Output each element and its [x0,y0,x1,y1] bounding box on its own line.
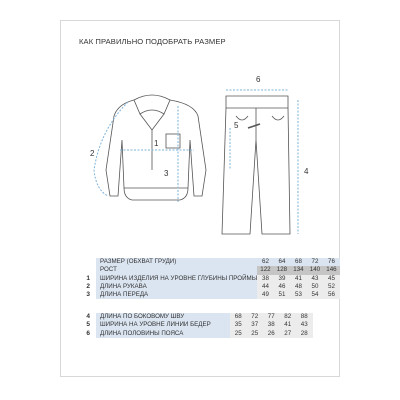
row-cell: 45 [323,275,340,283]
row-cell: 77 [263,313,280,321]
height-cell: 134 [290,266,307,274]
table-row [80,321,313,329]
row-cell: 38 [263,321,280,329]
size-cell: 64 [274,258,291,266]
table-row [80,291,340,299]
row-label: ШИРИНА НА УРОВНЕ ЛИНИИ БЕДЕР [96,321,230,329]
row-number: 6 [86,329,90,337]
row-cell: 52 [323,283,340,291]
row-number: 2 [86,282,90,290]
row-cell: 35 [230,321,247,329]
size-table-top [80,258,340,299]
row-cell: 26 [263,330,280,338]
row-cell: 25 [230,330,247,338]
row-cell: 27 [280,330,297,338]
row-cell: 28 [296,330,313,338]
row-cell: 72 [247,313,264,321]
label-4: 4 [304,167,309,176]
row-number: 3 [86,291,90,299]
size-cell: 68 [290,258,307,266]
row-label: ДЛИНА РУКАВА [96,283,257,291]
row-cell: 82 [280,313,297,321]
row-cell: 37 [247,321,264,329]
label-5: 5 [234,121,239,130]
row-cell: 54 [307,291,324,299]
pants-drawing [222,96,290,234]
table-row [80,313,313,321]
size-cell: 76 [323,258,340,266]
table-row [80,330,313,338]
label-3: 3 [164,169,169,178]
row-number: 5 [86,321,90,329]
size-header-row [80,258,340,266]
label-1: 1 [154,139,159,148]
row-label: ДЛИНА ПОЛОВИНЫ ПОЯСА [96,330,230,338]
row-label: ДЛИНА ПО БОКОВОМУ ШВУ [96,313,230,321]
row-label: ДЛИНА ПЕРЕДА [96,291,257,299]
row-cell: 49 [257,291,274,299]
height-cell: 128 [274,266,291,274]
row-cell: 38 [257,275,274,283]
row-cell: 43 [296,321,313,329]
size-header-label: РАЗМЕР (ОБХВАТ ГРУДИ) [96,258,257,266]
row-cell: 25 [247,330,264,338]
height-label: РОСТ [96,266,257,274]
row-cell: 50 [307,283,324,291]
label-2: 2 [90,149,95,158]
row-cell: 41 [290,275,307,283]
row-cell: 51 [274,291,291,299]
row-label: ШИРИНА ИЗДЕЛИЯ НА УРОВНЕ ГЛУБИНЫ ПРОЙМЫ [96,275,257,283]
row-cell: 44 [257,283,274,291]
row-cell: 88 [296,313,313,321]
row-cell: 56 [323,291,340,299]
row-number: 4 [86,313,90,320]
garment-illustration [60,20,340,260]
size-cell: 62 [257,258,274,266]
height-cell: 140 [307,266,324,274]
table-row [80,283,340,291]
row-cell: 41 [280,321,297,329]
row-cell: 68 [230,313,247,321]
label-6: 6 [256,75,261,84]
height-cell: 122 [257,266,274,274]
row-cell: 39 [274,275,291,283]
row-cell: 48 [290,283,307,291]
row-cell: 46 [274,283,291,291]
size-table-bottom [80,313,313,338]
row-cell: 43 [307,275,324,283]
size-cell: 72 [307,258,324,266]
row-cell: 53 [290,291,307,299]
height-cell: 146 [323,266,340,274]
page-title: КАК ПРАВИЛЬНО ПОДОБРАТЬ РАЗМЕР [79,37,226,46]
table-row [80,275,340,283]
height-row [80,266,340,274]
row-number: 1 [86,274,90,282]
